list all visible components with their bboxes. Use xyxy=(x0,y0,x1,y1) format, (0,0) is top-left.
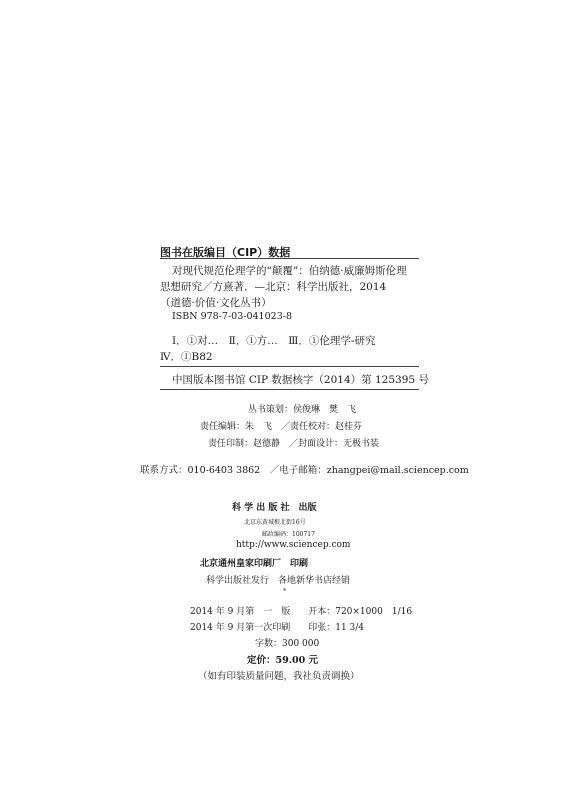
edition-info: 2014 年 9 月第 一 版 开本：720×1000 1/16 xyxy=(190,607,413,617)
quality-notice: （如有印装质量问题，我社负责调换） xyxy=(198,671,360,682)
cip-classification-line-1: Ⅰ．①对… Ⅱ．①方… Ⅲ．①伦理学-研究 xyxy=(172,335,376,347)
responsible-editors: 责任编辑：朱 飞 ／责任校对：赵桂芬 xyxy=(200,422,363,432)
cip-middle-rule xyxy=(160,366,419,367)
distributor-line: 科学出版社发行 各地新华书店经销 xyxy=(206,576,351,586)
publisher-line: 科 学 出 版 社 出版 xyxy=(232,503,317,513)
cip-bottom-rule xyxy=(160,389,419,390)
series-planner: 丛书策划：侯俊琳 樊 飞 xyxy=(248,405,357,415)
publisher-website: http://www.sciencep.com xyxy=(236,540,351,550)
word-count: 字数：300 000 xyxy=(255,639,320,649)
cip-isbn: ISBN 978-7-03-041023-8 xyxy=(172,311,292,322)
cip-description-line-2: 思想研究／方熹著．—北京：科学出版社，2014 xyxy=(160,281,387,293)
contact-info: 联系方式：010-6403 3862 ／电子邮箱：zhangpei@mail.sciencep.com xyxy=(140,465,469,476)
cip-description-line-1: 对现代规范伦理学的“颠覆”：伯纳德·威廉姆斯伦理 xyxy=(172,265,407,277)
printing-info: 2014 年 9 月第一次印刷 印张：11 3/4 xyxy=(190,623,365,633)
cip-classification-line-2: Ⅳ．①B82 xyxy=(160,351,213,363)
separator-star: * xyxy=(283,588,286,595)
cip-header: 图书在版编目（CIP）数据 xyxy=(160,246,291,259)
printer-line: 北京通州皇家印刷厂 印刷 xyxy=(200,559,309,569)
price: 定价：59.00 元 xyxy=(247,655,319,666)
production-credits: 责任印制：赵德静 ／封面设计：无极书装 xyxy=(208,439,380,449)
cip-record-number: 中国版本图书馆 CIP 数据核字（2014）第 125395 号 xyxy=(172,374,429,386)
postal-code: 邮政编码：100717 xyxy=(262,531,315,538)
publisher-address: 北京东黄城根北街16号 xyxy=(244,519,306,526)
cip-series-line: （道德·价值·文化丛书） xyxy=(160,297,272,309)
cip-top-rule xyxy=(160,258,419,259)
